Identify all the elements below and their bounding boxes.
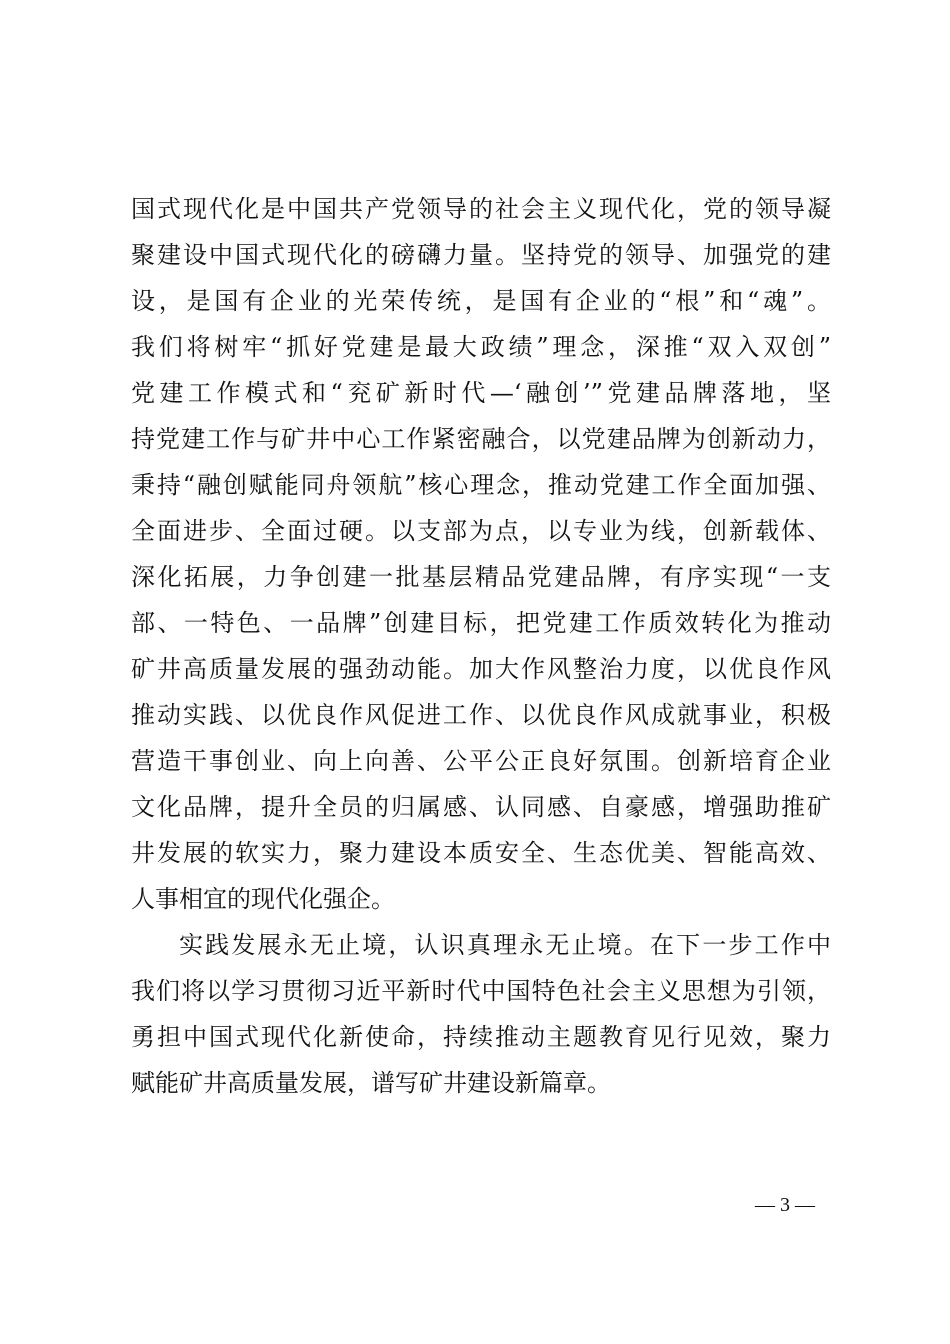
paragraph-1-line: 文化品牌，提升全员的归属感、认同感、自豪感，增强助推矿 [131,793,831,821]
paragraph-1-line: 设，是国有企业的光荣传统，是国有企业的“根”和“魂”。 [131,287,831,315]
paragraph-1-line: 深化拓展，力争创建一批基层精品党建品牌，有序实现“一支 [131,563,831,591]
paragraph-1-line: 推动实践、以优良作风促进工作、以优良作风成就事业，积极 [131,701,831,729]
body-text [131,186,831,1106]
paragraph-2-line: 实践发展永无止境，认识真理永无止境。在下一步工作中 [179,931,831,959]
paragraph-1-line: 秉持“融创赋能同舟领航”核心理念，推动党建工作全面加强、 [131,471,831,499]
paragraph-2-line: 我们将以学习贯彻习近平新时代中国特色社会主义思想为引领， [131,977,831,1005]
paragraph-1-line: 人事相宜的现代化强企。 [131,885,395,913]
paragraph-1-line: 矿井高质量发展的强劲动能。加大作风整治力度，以优良作风 [131,655,831,683]
paragraph-1-line: 持党建工作与矿井中心工作紧密融合，以党建品牌为创新动力， [131,425,831,453]
paragraph-2-line: 赋能矿井高质量发展，谱写矿井建设新篇章。 [131,1069,611,1097]
paragraph-1-line: 部、一特色、一品牌”创建目标，把党建工作质效转化为推动 [131,609,831,637]
paragraph-2-line: 勇担中国式现代化新使命，持续推动主题教育见行见效，聚力 [131,1023,831,1051]
paragraph-1-line: 国式现代化是中国共产党领导的社会主义现代化，党的领导凝 [131,195,831,223]
page-number: — 3 — [755,1194,815,1216]
paragraph-1-line: 我们将树牢“抓好党建是最大政绩”理念，深推“双入双创” [131,333,831,361]
paragraph-1-line: 井发展的软实力，聚力建设本质安全、生态优美、智能高效、 [131,839,831,867]
paragraph-1-line: 党建工作模式和“兖矿新时代—‘融创’”党建品牌落地，坚 [131,379,831,407]
paragraph-1-line: 全面进步、全面过硬。以支部为点，以专业为线，创新载体、 [131,517,831,545]
paragraph-1-line: 营造干事创业、向上向善、公平公正良好氛围。创新培育企业 [131,747,831,775]
paragraph-1-line: 聚建设中国式现代化的磅礴力量。坚持党的领导、加强党的建 [131,241,831,269]
